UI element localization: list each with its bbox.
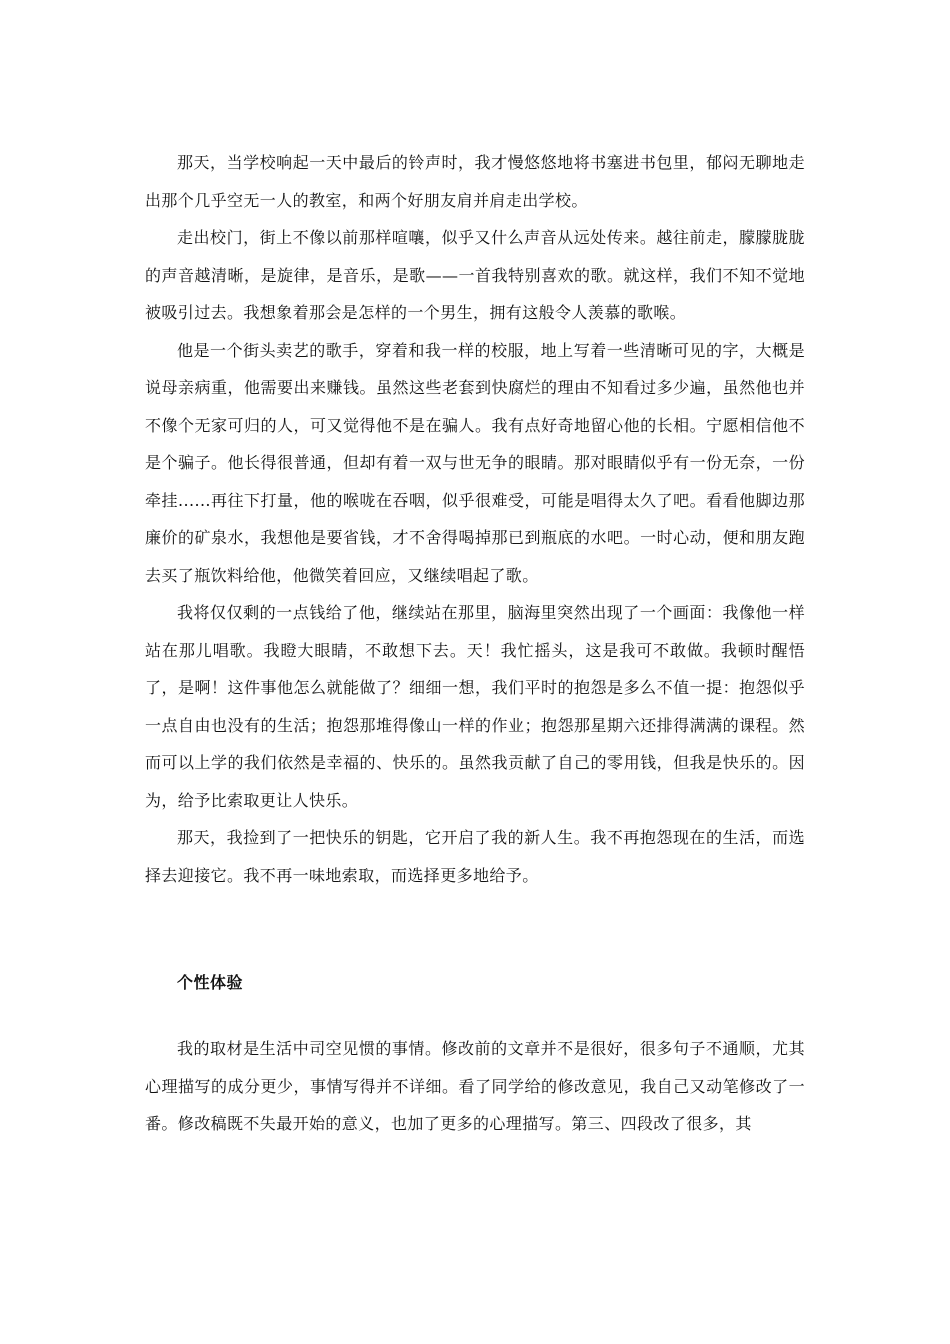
essay-paragraph-1: 那天，当学校响起一天中最后的铃声时，我才慢悠悠地将书塞进书包里，郁闷无聊地走出那个几乎空无一人的教室，和两个好朋友肩并肩走出学校。 [145,153,805,210]
reflection-paragraph-1: 我的取材是生活中司空见惯的事情。修改前的文章并不是很好，很多句子不通顺，尤其心理描写的成分更少，事情写得并不详细。看了同学给的修改意见，我自己又动笔修改了一番。修改稿既不失最开始的意义，也加了更多的心理描写。第三、四段改了很多，其 [145,1039,805,1133]
essay-paragraph-2: 走出校门，街上不像以前那样喧嚷，似乎又什么声音从远处传来。越往前走，朦朦胧胧的声音越清晰，是旋律，是音乐，是歌——一首我特别喜欢的歌。就这样，我们不知不觉地被吸引过去。我想象着那会是怎样的一个男生，拥有这般令人羡慕的歌喉。 [145,228,805,322]
essay-paragraph-5: 那天，我捡到了一把快乐的钥匙，它开启了我的新人生。我不再抱怨现在的生活，而选择去迎接它。我不再一味地索取，而选择更多地给予。 [145,828,805,885]
section-heading: 个性体验 [177,973,244,992]
essay-body [145,144,805,894]
essay-paragraph-4: 我将仅仅剩的一点钱给了他，继续站在那里，脑海里突然出现了一个画面：我像他一样站在那儿唱歌。我瞪大眼睛，不敢想下去。天！我忙摇头，这是我可不敢做。我顿时醒悟了，是啊！这件事他怎么就能做了？细细一想，我们平时的抱怨是多么不值一提：抱怨似乎一点自由也没有的生活；抱怨那堆得像山一样的作业；抱怨那星期六还排得满满的课程。然而可以上学的我们依然是幸福的、快乐的。虽然我贡献了自己的零用钱，但我是快乐的。因为，给予比索取更让人快乐。 [145,603,805,810]
essay-paragraph-3: 他是一个街头卖艺的歌手，穿着和我一样的校服，地上写着一些清晰可见的字，大概是说母亲病重，他需要出来赚钱。虽然这些老套到快腐烂的理由不知看过多少遍，虽然他也并不像个无家可归的人，可又觉得他不是在骗人。我有点好奇地留心他的长相。宁愿相信他不是个骗子。他长得很普通，但却有着一双与世无争的眼睛。那对眼睛似乎有一份无奈，一份牵挂......再往下打量，他的喉咙在吞咽，似乎很难受，可能是唱得太久了吧。看看他脚边那廉价的矿泉水，我想他是要省钱，才不舍得喝掉那已到瓶底的水吧。一时心动，便和朋友跑去买了瓶饮料给他，他微笑着回应，又继续唱起了歌。 [145,340,805,585]
reflection-body [145,1030,805,1143]
